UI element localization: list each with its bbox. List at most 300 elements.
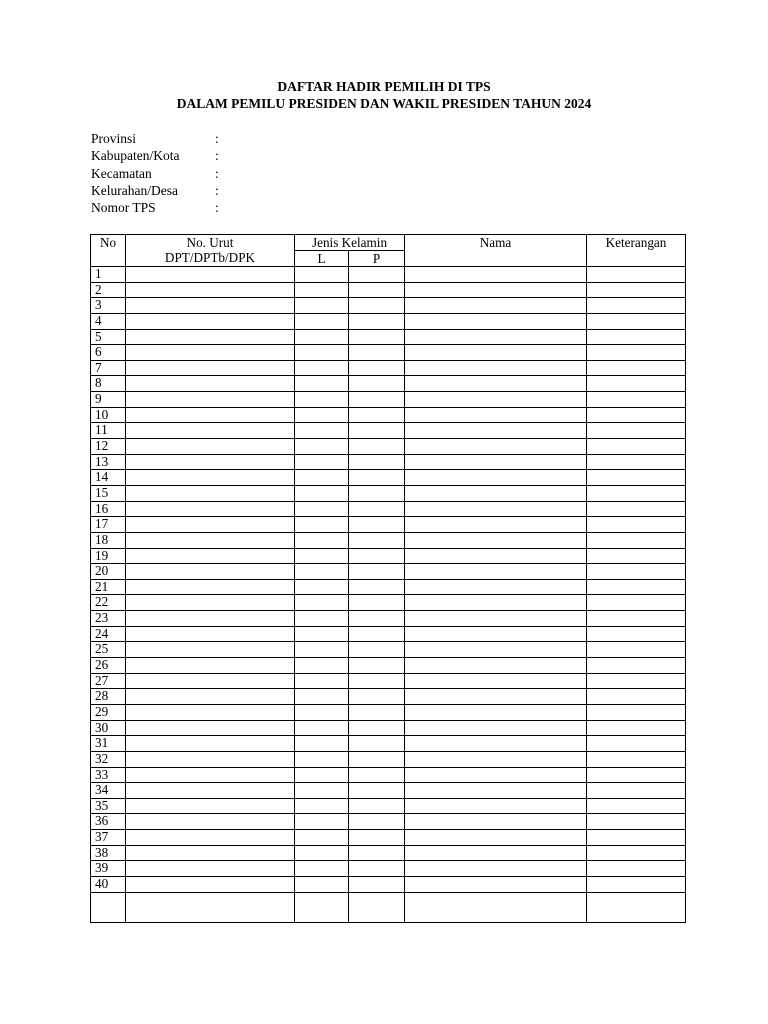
p-cell	[349, 751, 405, 767]
table-row	[91, 298, 686, 314]
table-row	[91, 783, 686, 799]
keterangan-cell	[587, 454, 686, 470]
nama-cell	[405, 548, 587, 564]
table-row	[91, 642, 686, 658]
header-l: L	[295, 251, 349, 267]
l-cell	[295, 642, 349, 658]
p-cell	[349, 720, 405, 736]
l-cell	[295, 517, 349, 533]
table-row	[91, 861, 686, 877]
no-urut-cell	[126, 282, 295, 298]
keterangan-cell	[587, 267, 686, 283]
row-number: 26	[91, 658, 126, 674]
l-cell	[295, 704, 349, 720]
l-cell	[295, 345, 349, 361]
keterangan-cell	[587, 845, 686, 861]
p-cell	[349, 736, 405, 752]
p-cell	[349, 579, 405, 595]
no-urut-cell	[126, 579, 295, 595]
p-cell	[349, 485, 405, 501]
nama-cell	[405, 313, 587, 329]
no-urut-cell	[126, 376, 295, 392]
keterangan-cell	[587, 689, 686, 705]
l-cell	[295, 532, 349, 548]
nama-cell	[405, 611, 587, 627]
keterangan-cell	[587, 298, 686, 314]
table-row	[91, 392, 686, 408]
table-row	[91, 767, 686, 783]
table-row	[91, 626, 686, 642]
no-urut-cell	[126, 845, 295, 861]
nama-cell	[405, 517, 587, 533]
blank-cell	[587, 892, 686, 922]
keterangan-cell	[587, 313, 686, 329]
l-cell	[295, 392, 349, 408]
nama-cell	[405, 267, 587, 283]
l-cell	[295, 376, 349, 392]
row-number: 20	[91, 564, 126, 580]
p-cell	[349, 454, 405, 470]
p-cell	[349, 611, 405, 627]
p-cell	[349, 298, 405, 314]
table-row	[91, 579, 686, 595]
nama-cell	[405, 658, 587, 674]
keterangan-cell	[587, 579, 686, 595]
p-cell	[349, 439, 405, 455]
l-cell	[295, 485, 349, 501]
row-number: 13	[91, 454, 126, 470]
nama-cell	[405, 861, 587, 877]
keterangan-cell	[587, 830, 686, 846]
header-keterangan: Keterangan	[587, 235, 686, 267]
keterangan-cell	[587, 767, 686, 783]
keterangan-cell	[587, 470, 686, 486]
p-cell	[349, 814, 405, 830]
no-urut-cell	[126, 485, 295, 501]
l-cell	[295, 767, 349, 783]
l-cell	[295, 783, 349, 799]
l-cell	[295, 626, 349, 642]
p-cell	[349, 376, 405, 392]
no-urut-cell	[126, 532, 295, 548]
no-urut-cell	[126, 642, 295, 658]
table-row	[91, 423, 686, 439]
nama-cell	[405, 814, 587, 830]
table-row	[91, 267, 686, 283]
nama-cell	[405, 736, 587, 752]
l-cell	[295, 454, 349, 470]
l-cell	[295, 798, 349, 814]
p-cell	[349, 532, 405, 548]
l-cell	[295, 407, 349, 423]
header-no-urut-line1: No. Urut	[186, 235, 234, 250]
table-row	[91, 751, 686, 767]
meta-colon: :	[215, 200, 219, 216]
no-urut-cell	[126, 689, 295, 705]
no-urut-cell	[126, 611, 295, 627]
table-row	[91, 814, 686, 830]
table-row	[91, 564, 686, 580]
l-cell	[295, 329, 349, 345]
meta-label: Kabupaten/Kota	[91, 148, 180, 164]
row-number: 27	[91, 673, 126, 689]
p-cell	[349, 517, 405, 533]
header-row	[91, 235, 686, 251]
l-cell	[295, 470, 349, 486]
table-row	[91, 611, 686, 627]
row-number: 23	[91, 611, 126, 627]
row-number: 36	[91, 814, 126, 830]
table-row	[91, 329, 686, 345]
meta-colon: :	[215, 148, 219, 164]
p-cell	[349, 282, 405, 298]
p-cell	[349, 845, 405, 861]
row-number: 31	[91, 736, 126, 752]
keterangan-cell	[587, 345, 686, 361]
p-cell	[349, 861, 405, 877]
l-cell	[295, 814, 349, 830]
keterangan-cell	[587, 611, 686, 627]
l-cell	[295, 876, 349, 892]
no-urut-cell	[126, 407, 295, 423]
table-row	[91, 798, 686, 814]
keterangan-cell	[587, 517, 686, 533]
nama-cell	[405, 767, 587, 783]
row-number: 29	[91, 704, 126, 720]
row-number: 16	[91, 501, 126, 517]
l-cell	[295, 579, 349, 595]
no-urut-cell	[126, 626, 295, 642]
no-urut-cell	[126, 360, 295, 376]
l-cell	[295, 595, 349, 611]
meta-label: Nomor TPS	[91, 200, 156, 216]
row-number: 18	[91, 532, 126, 548]
no-urut-cell	[126, 392, 295, 408]
table-row-blank	[91, 892, 686, 922]
row-number: 32	[91, 751, 126, 767]
meta-row-kecamatan	[91, 165, 225, 182]
keterangan-cell	[587, 501, 686, 517]
table-row	[91, 720, 686, 736]
table-row	[91, 345, 686, 361]
no-urut-cell	[126, 876, 295, 892]
row-number: 6	[91, 345, 126, 361]
no-urut-cell	[126, 798, 295, 814]
p-cell	[349, 704, 405, 720]
l-cell	[295, 313, 349, 329]
l-cell	[295, 736, 349, 752]
row-number: 4	[91, 313, 126, 329]
no-urut-cell	[126, 423, 295, 439]
table-row	[91, 360, 686, 376]
keterangan-cell	[587, 548, 686, 564]
row-number: 28	[91, 689, 126, 705]
table-row	[91, 470, 686, 486]
row-number: 8	[91, 376, 126, 392]
keterangan-cell	[587, 642, 686, 658]
nama-cell	[405, 876, 587, 892]
row-number: 1	[91, 267, 126, 283]
header-no: No	[91, 235, 126, 267]
row-number: 40	[91, 876, 126, 892]
keterangan-cell	[587, 704, 686, 720]
table-row	[91, 673, 686, 689]
no-urut-cell	[126, 470, 295, 486]
keterangan-cell	[587, 876, 686, 892]
nama-cell	[405, 704, 587, 720]
no-urut-cell	[126, 767, 295, 783]
nama-cell	[405, 470, 587, 486]
row-number: 12	[91, 439, 126, 455]
table-row	[91, 876, 686, 892]
l-cell	[295, 751, 349, 767]
row-number: 17	[91, 517, 126, 533]
meta-row-kelurahan	[91, 182, 225, 199]
p-cell	[349, 470, 405, 486]
meta-row-nomor-tps	[91, 199, 225, 216]
nama-cell	[405, 392, 587, 408]
nama-cell	[405, 360, 587, 376]
row-number: 3	[91, 298, 126, 314]
nama-cell	[405, 783, 587, 799]
p-cell	[349, 626, 405, 642]
row-number: 11	[91, 423, 126, 439]
keterangan-cell	[587, 798, 686, 814]
l-cell	[295, 611, 349, 627]
p-cell	[349, 564, 405, 580]
p-cell	[349, 673, 405, 689]
no-urut-cell	[126, 783, 295, 799]
table-row	[91, 736, 686, 752]
no-urut-cell	[126, 298, 295, 314]
row-number: 5	[91, 329, 126, 345]
row-number: 25	[91, 642, 126, 658]
p-cell	[349, 548, 405, 564]
row-number: 24	[91, 626, 126, 642]
p-cell	[349, 798, 405, 814]
row-number: 33	[91, 767, 126, 783]
table-row	[91, 407, 686, 423]
header-jenis-kelamin: Jenis Kelamin	[295, 235, 405, 251]
header-nama: Nama	[405, 235, 587, 267]
table-row	[91, 830, 686, 846]
no-urut-cell	[126, 830, 295, 846]
keterangan-cell	[587, 736, 686, 752]
no-urut-cell	[126, 313, 295, 329]
no-urut-cell	[126, 267, 295, 283]
p-cell	[349, 767, 405, 783]
nama-cell	[405, 298, 587, 314]
p-cell	[349, 329, 405, 345]
l-cell	[295, 298, 349, 314]
p-cell	[349, 642, 405, 658]
no-urut-cell	[126, 704, 295, 720]
blank-cell	[349, 892, 405, 922]
document-subtitle: DALAM PEMILU PRESIDEN DAN WAKIL PRESIDEN TAHUN 2024	[176, 96, 592, 111]
nama-cell	[405, 423, 587, 439]
nama-cell	[405, 642, 587, 658]
nama-cell	[405, 345, 587, 361]
row-number: 10	[91, 407, 126, 423]
nama-cell	[405, 595, 587, 611]
nama-cell	[405, 579, 587, 595]
keterangan-cell	[587, 392, 686, 408]
blank-cell	[126, 892, 295, 922]
no-urut-cell	[126, 517, 295, 533]
row-number: 34	[91, 783, 126, 799]
l-cell	[295, 861, 349, 877]
l-cell	[295, 720, 349, 736]
l-cell	[295, 548, 349, 564]
table-row	[91, 485, 686, 501]
l-cell	[295, 501, 349, 517]
no-urut-cell	[126, 595, 295, 611]
header-no-urut	[126, 235, 295, 267]
row-number: 19	[91, 548, 126, 564]
l-cell	[295, 845, 349, 861]
row-number: 30	[91, 720, 126, 736]
table-row	[91, 517, 686, 533]
l-cell	[295, 673, 349, 689]
keterangan-cell	[587, 439, 686, 455]
keterangan-cell	[587, 626, 686, 642]
nama-cell	[405, 329, 587, 345]
nama-cell	[405, 376, 587, 392]
table-row	[91, 704, 686, 720]
p-cell	[349, 267, 405, 283]
no-urut-cell	[126, 345, 295, 361]
row-number: 21	[91, 579, 126, 595]
meta-label: Provinsi	[91, 131, 137, 146]
no-urut-cell	[126, 861, 295, 877]
row-number: 35	[91, 798, 126, 814]
table-row	[91, 282, 686, 298]
nama-cell	[405, 798, 587, 814]
no-urut-cell	[126, 673, 295, 689]
p-cell	[349, 595, 405, 611]
l-cell	[295, 658, 349, 674]
document-title: DAFTAR HADIR PEMILIH DI TPS	[277, 79, 491, 94]
meta-label: Kelurahan/Desa	[91, 182, 178, 198]
meta-colon: :	[215, 131, 219, 146]
l-cell	[295, 830, 349, 846]
row-number: 22	[91, 595, 126, 611]
nama-cell	[405, 751, 587, 767]
keterangan-cell	[587, 360, 686, 376]
row-number: 9	[91, 392, 126, 408]
table-body	[91, 267, 686, 923]
keterangan-cell	[587, 376, 686, 392]
table-row	[91, 658, 686, 674]
keterangan-cell	[587, 595, 686, 611]
keterangan-cell	[587, 720, 686, 736]
keterangan-cell	[587, 532, 686, 548]
p-cell	[349, 423, 405, 439]
p-cell	[349, 345, 405, 361]
keterangan-cell	[587, 673, 686, 689]
no-urut-cell	[126, 658, 295, 674]
table-row	[91, 532, 686, 548]
keterangan-cell	[587, 329, 686, 345]
l-cell	[295, 267, 349, 283]
meta-row-provinsi	[91, 130, 225, 147]
no-urut-cell	[126, 751, 295, 767]
nama-cell	[405, 845, 587, 861]
table-row	[91, 689, 686, 705]
p-cell	[349, 407, 405, 423]
no-urut-cell	[126, 720, 295, 736]
nama-cell	[405, 626, 587, 642]
meta-label: Kecamatan	[91, 165, 152, 181]
table-row	[91, 595, 686, 611]
no-urut-cell	[126, 548, 295, 564]
l-cell	[295, 689, 349, 705]
header-p: P	[349, 251, 405, 267]
blank-cell	[91, 892, 126, 922]
meta-colon: :	[215, 182, 219, 198]
l-cell	[295, 360, 349, 376]
nama-cell	[405, 532, 587, 548]
blank-cell	[295, 892, 349, 922]
keterangan-cell	[587, 564, 686, 580]
nama-cell	[405, 564, 587, 580]
p-cell	[349, 830, 405, 846]
row-number: 37	[91, 830, 126, 846]
p-cell	[349, 783, 405, 799]
nama-cell	[405, 673, 587, 689]
header-no-urut-line2: DPT/DPTb/DPK	[164, 250, 256, 265]
nama-cell	[405, 689, 587, 705]
nama-cell	[405, 282, 587, 298]
table-row	[91, 845, 686, 861]
no-urut-cell	[126, 564, 295, 580]
row-number: 2	[91, 282, 126, 298]
attendance-table	[90, 234, 686, 923]
row-number: 14	[91, 470, 126, 486]
p-cell	[349, 360, 405, 376]
keterangan-cell	[587, 423, 686, 439]
blank-cell	[405, 892, 587, 922]
table-row	[91, 454, 686, 470]
no-urut-cell	[126, 736, 295, 752]
row-number: 39	[91, 861, 126, 877]
no-urut-cell	[126, 814, 295, 830]
table-row	[91, 313, 686, 329]
l-cell	[295, 282, 349, 298]
keterangan-cell	[587, 282, 686, 298]
nama-cell	[405, 485, 587, 501]
l-cell	[295, 564, 349, 580]
table-row	[91, 548, 686, 564]
keterangan-cell	[587, 814, 686, 830]
nama-cell	[405, 720, 587, 736]
meta-fields	[91, 130, 225, 216]
keterangan-cell	[587, 783, 686, 799]
no-urut-cell	[126, 329, 295, 345]
p-cell	[349, 392, 405, 408]
nama-cell	[405, 439, 587, 455]
row-number: 38	[91, 845, 126, 861]
no-urut-cell	[126, 501, 295, 517]
keterangan-cell	[587, 407, 686, 423]
l-cell	[295, 423, 349, 439]
p-cell	[349, 876, 405, 892]
keterangan-cell	[587, 485, 686, 501]
p-cell	[349, 689, 405, 705]
meta-colon: :	[215, 165, 219, 181]
p-cell	[349, 313, 405, 329]
keterangan-cell	[587, 658, 686, 674]
